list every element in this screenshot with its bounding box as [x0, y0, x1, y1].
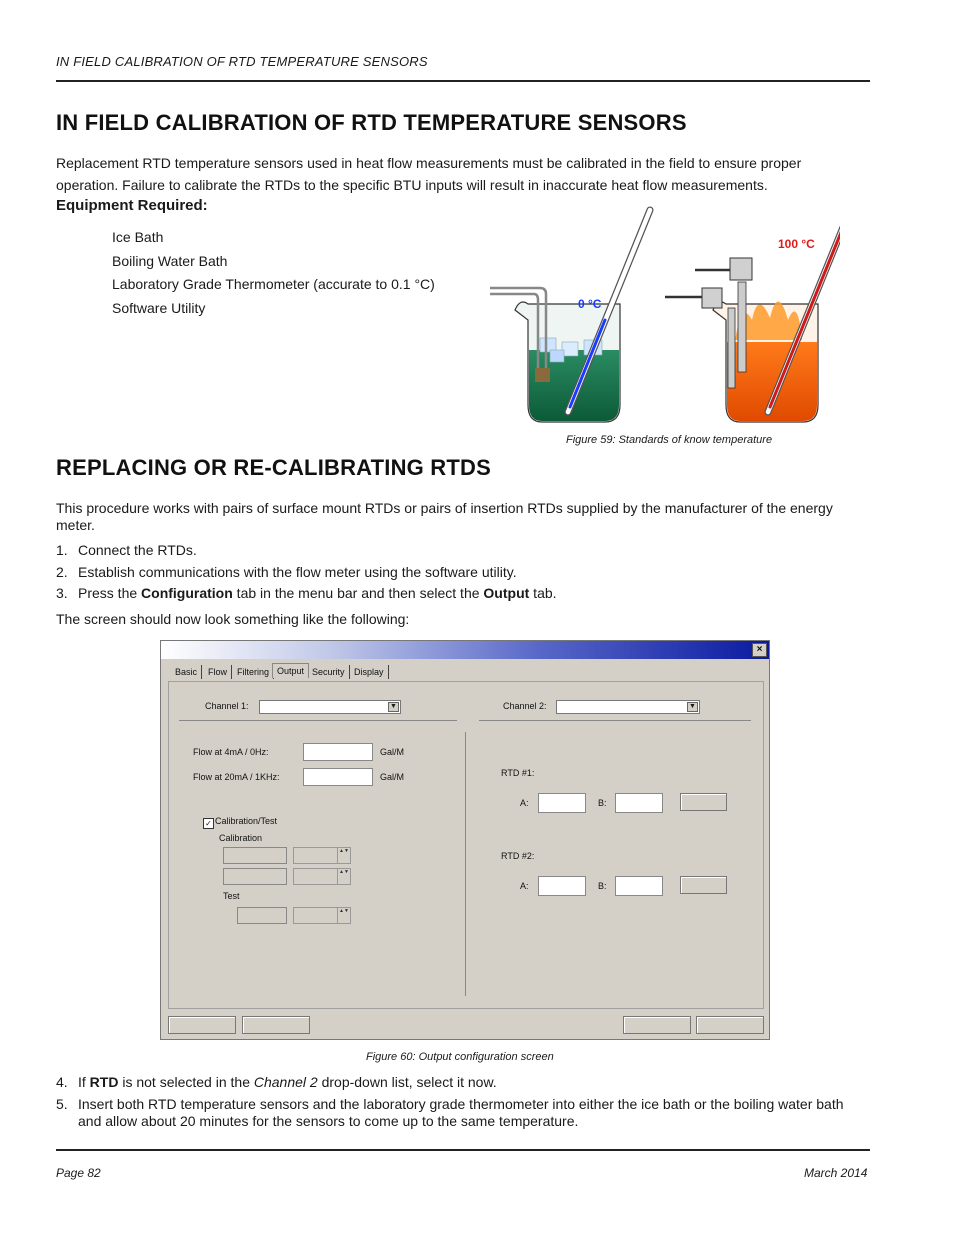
spinner-arrows-icon: ▲▼	[337, 869, 350, 884]
flow-20ma-label: Flow at 20mA / 1KHz:	[193, 772, 280, 782]
equipment-list	[112, 226, 435, 320]
step-text: drop-down list, select it now.	[317, 1074, 497, 1090]
bottom-button-3[interactable]	[623, 1016, 691, 1034]
publication-date: March 2014	[804, 1166, 868, 1180]
window-titlebar	[161, 641, 769, 659]
flow-20ma-input[interactable]	[303, 768, 373, 786]
configuration-term: Configuration	[141, 585, 233, 601]
tab-output[interactable]: Output	[272, 663, 309, 678]
tab-display[interactable]: Display	[350, 665, 389, 679]
step-text: If	[78, 1074, 90, 1090]
channel-2-term: Channel 2	[253, 1074, 318, 1090]
rtd-2-b-label: B:	[598, 881, 607, 891]
rtd-2-label: RTD #2:	[501, 851, 535, 861]
step-text: Press the	[78, 585, 142, 601]
flow-4ma-unit: Gal/M	[380, 747, 405, 757]
rtd-2-button[interactable]	[680, 876, 727, 894]
rtd-1-label: RTD #1:	[501, 768, 535, 778]
hot-temperature-label: 100 °C	[778, 237, 815, 251]
step-text: Connect the RTDs.	[78, 542, 197, 558]
step-text: tab in the menu bar and then select the	[232, 585, 484, 601]
spinner-arrows-icon: ▲▼	[337, 908, 350, 923]
figure-59-caption: Figure 59: Standards of know temperature	[566, 434, 773, 446]
equipment-item: Ice Bath	[112, 229, 164, 245]
step-text: is not selected in the	[118, 1074, 254, 1090]
figure-60-caption: Figure 60: Output configuration screen	[366, 1051, 554, 1063]
tab-filtering[interactable]: Filtering	[233, 665, 274, 679]
tab-basic[interactable]: Basic	[171, 665, 202, 679]
calibration-high-input[interactable]	[223, 868, 287, 885]
panel-vertical-divider	[465, 732, 466, 996]
tab-security[interactable]: Security	[308, 665, 350, 679]
rtd-1-a-input[interactable]	[538, 793, 586, 813]
rtd-2-b-input[interactable]	[615, 876, 663, 896]
bottom-button-1[interactable]	[168, 1016, 236, 1034]
channel-1-divider	[179, 720, 457, 721]
page-number: Page 82	[56, 1166, 101, 1180]
step-text: Establish communications with the flow meter using the software utility.	[78, 563, 517, 580]
channel-2-label: Channel 2:	[503, 701, 547, 711]
bottom-button-4[interactable]	[696, 1016, 764, 1034]
running-head: IN FIELD CALIBRATION OF RTD TEMPERATURE SENSORS	[56, 54, 428, 69]
channel-1-label: Channel 1:	[205, 701, 249, 711]
test-label: Test	[223, 891, 240, 901]
header-rule	[56, 80, 870, 82]
step-number: 1.	[56, 542, 68, 558]
chevron-down-icon: ▼	[388, 702, 399, 712]
close-button[interactable]	[752, 643, 767, 657]
footer-rule	[56, 1149, 870, 1151]
output-configuration-window	[160, 640, 770, 1040]
check-icon: ✓	[205, 819, 212, 828]
output-term: Output	[483, 585, 530, 601]
rtd-2-a-input[interactable]	[538, 876, 586, 896]
step-text: tab.	[529, 585, 557, 601]
chevron-down-icon: ▼	[687, 702, 698, 712]
section-title-replacing: REPLACING OR RE-CALIBRATING RTDS	[56, 455, 491, 480]
test-input[interactable]	[237, 907, 287, 924]
spinner-arrows-icon: ▲▼	[337, 848, 350, 863]
screen-intro: The screen should now look something like the following:	[56, 611, 410, 627]
flow-4ma-input[interactable]	[303, 743, 373, 761]
calibration-label: Calibration	[219, 833, 263, 843]
step-number: 4.	[56, 1074, 68, 1090]
intro-paragraph: Replacement RTD temperature sensors used in heat flow measurements must be calibrated in the field to ensure proper operation. Failure to calibrate the RTDs to the specific BTU inputs will result in inaccurate heat flow measurements.	[56, 155, 802, 193]
channel-2-dropdown[interactable]	[556, 700, 700, 714]
step-item	[56, 1096, 866, 1130]
rtd-1-b-label: B:	[598, 798, 607, 808]
section-title-calibration: IN FIELD CALIBRATION OF RTD TEMPERATURE SENSORS	[56, 110, 687, 135]
calibration-low-input[interactable]	[223, 847, 287, 864]
calibration-high-spinner[interactable]	[293, 868, 351, 885]
calibration-test-label: Calibration/Test	[215, 816, 278, 826]
step-text: Insert both RTD temperature sensors and the laboratory grade thermometer into either the ice bath or the boiling water bath and allow about 20 minutes for the sensors to come up to the same temperature.	[78, 1095, 844, 1129]
cold-temperature-label: 0 °C	[578, 297, 602, 311]
replacing-intro: This procedure works with pairs of surface mount RTDs or pairs of insertion RTDs supplied by the manufacturer of the energy meter.	[56, 500, 833, 533]
channel-1-dropdown[interactable]	[259, 700, 401, 714]
step-item	[56, 564, 856, 581]
step-item	[56, 1074, 866, 1091]
close-icon: ×	[756, 644, 763, 655]
equipment-item: Software Utility	[112, 299, 206, 316]
bottom-button-2[interactable]	[242, 1016, 310, 1034]
equipment-item: Boiling Water Bath	[112, 252, 228, 269]
output-panel	[168, 681, 764, 1009]
test-spinner[interactable]	[293, 907, 351, 924]
equipment-heading: Equipment Required:	[56, 197, 208, 214]
rtd-1-button[interactable]	[680, 793, 727, 811]
flow-4ma-label: Flow at 4mA / 0Hz:	[193, 747, 269, 757]
steps-list-2	[56, 1074, 866, 1134]
flow-20ma-unit: Gal/M	[380, 772, 405, 782]
step-number: 3.	[56, 585, 68, 601]
equipment-item: Laboratory Grade Thermometer (accurate to 0.1 °C)	[112, 276, 435, 292]
rtd-term: RTD	[89, 1074, 119, 1090]
channel-2-divider	[479, 720, 751, 721]
step-number: 5.	[56, 1095, 68, 1112]
step-number: 2.	[56, 563, 68, 580]
step-item	[56, 542, 856, 559]
step-item	[56, 585, 856, 602]
rtd-2-a-label: A:	[520, 881, 529, 891]
calibration-low-spinner[interactable]	[293, 847, 351, 864]
tab-flow[interactable]: Flow	[204, 665, 232, 679]
rtd-1-a-label: A:	[520, 798, 529, 808]
steps-list-1	[56, 542, 856, 607]
calibration-baths-illustration	[480, 200, 840, 430]
rtd-1-b-input[interactable]	[615, 793, 663, 813]
calibration-test-checkbox[interactable]	[203, 818, 214, 829]
